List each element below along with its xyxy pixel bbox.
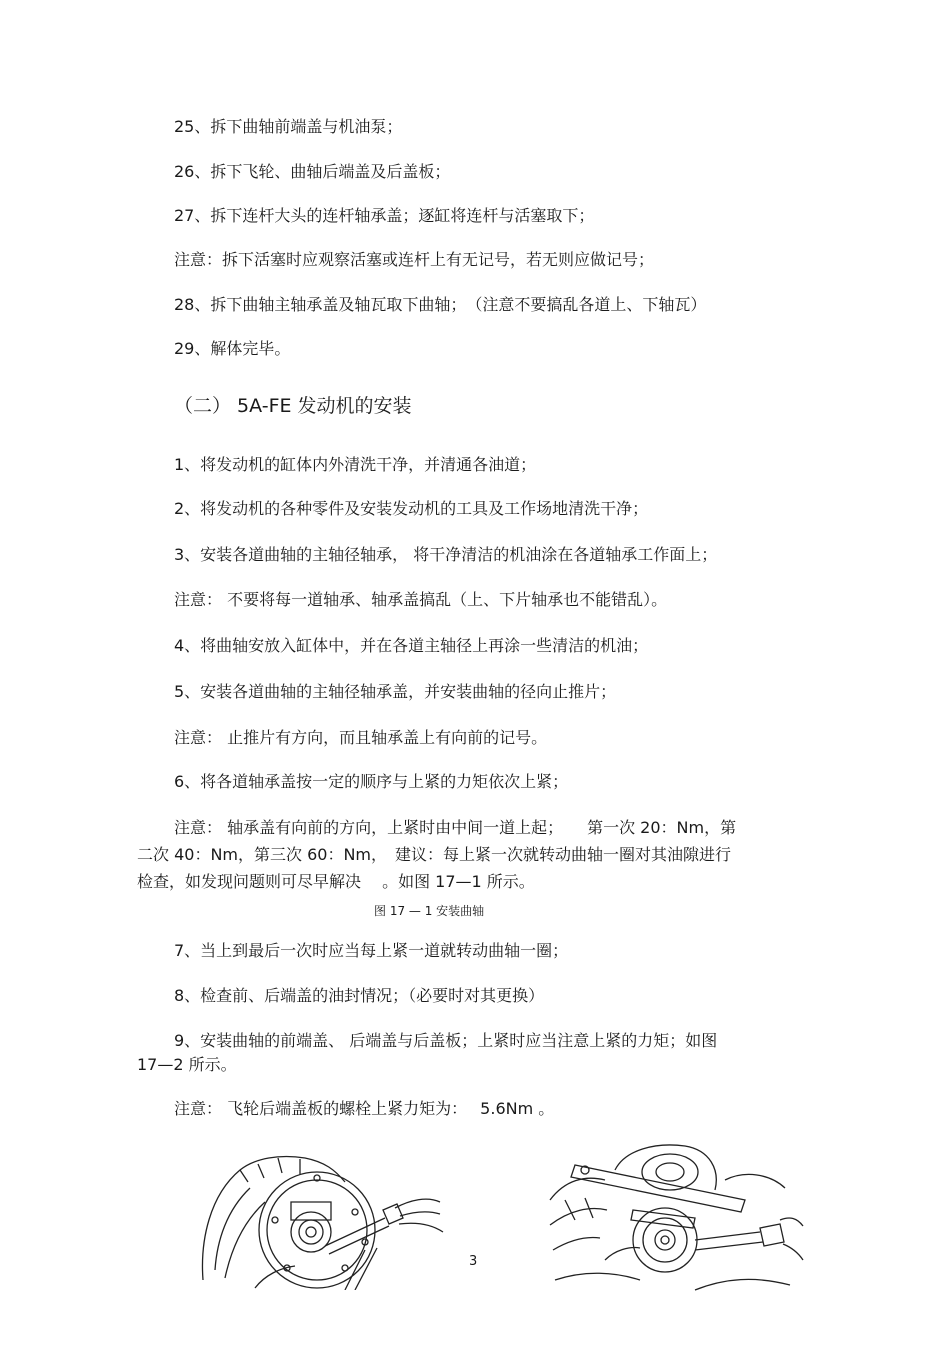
step-28: 28、拆下曲轴主轴承盖及轴瓦取下曲轴； （注意不要搞乱各道上、下轴瓦） [174,295,707,314]
step-25: 25、拆下曲轴前端盖与机油泵； [174,117,403,136]
install-step-4: 4、将曲轴安放入缸体中，并在各道主轴径上再涂一些清洁的机油； [174,636,649,655]
note-piston: 注意：拆下活塞时应观察活塞或连杆上有无记号，若无则应做记号； [174,250,655,269]
figure-front-cover [545,1140,805,1295]
install-step-9-line-2: 17—2 所示。 [137,1055,237,1074]
step-27: 27、拆下连杆大头的连杆轴承盖；逐缸将连杆与活塞取下； [174,206,595,225]
install-step-1: 1、将发动机的缸体内外清洗干净，并清通各油道； [174,455,537,474]
page-number: 3 [469,1254,478,1269]
note-torque-line-1: 注意： 轴承盖有向前的方向，上紧时由中间一道上起； 第一次 20：Nm，第 [174,818,737,837]
step-26: 26、拆下飞轮、曲轴后端盖及后盖板； [174,162,451,181]
install-step-6: 6、将各道轴承盖按一定的顺序与上紧的力矩依次上紧； [174,772,569,791]
step-29: 29、解体完毕。 [174,339,291,358]
install-step-8: 8、检查前、后端盖的油封情况；（必要时对其更换） [174,986,545,1005]
section-heading: （二） 5A-FE 发动机的安装 [174,395,412,417]
install-step-5: 5、安装各道曲轴的主轴径轴承盖，并安装曲轴的径向止推片； [174,682,617,701]
figure-caption: 图 17 — 1 安装曲轴 [374,904,485,918]
install-step-2: 2、将发动机的各种零件及安装发动机的工具及工作场地清洗干净； [174,499,649,518]
note-thrust-washer: 注意： 止推片有方向，而且轴承盖上有向前的记号。 [174,728,548,747]
install-step-9-line-1: 9、安装曲轴的前端盖、 后端盖与后盖板；上紧时应当注意上紧的力矩；如图 [174,1031,718,1050]
note-torque-line-2: 二次 40：Nm，第三次 60：Nm， 建议：每上紧一次就转动曲轴一圈对其油隙进行 [137,845,732,864]
note-flywheel-torque: 注意： 飞轮后端盖板的螺栓上紧力矩为： 5.6Nm 。 [174,1099,555,1118]
note-bearing-order: 注意： 不要将每一道轴承、轴承盖搞乱（上、下片轴承也不能错乱）。 [174,590,668,609]
figure-rear-end-plate [195,1150,450,1290]
install-step-7: 7、当上到最后一次时应当每上紧一道就转动曲轴一圈； [174,941,569,960]
install-step-3: 3、安装各道曲轴的主轴径轴承， 将干净清洁的机油涂在各道轴承工作面上； [174,545,718,564]
note-torque-line-3: 检查，如发现问题则可尽早解决 。如图 17—1 所示。 [137,872,535,891]
